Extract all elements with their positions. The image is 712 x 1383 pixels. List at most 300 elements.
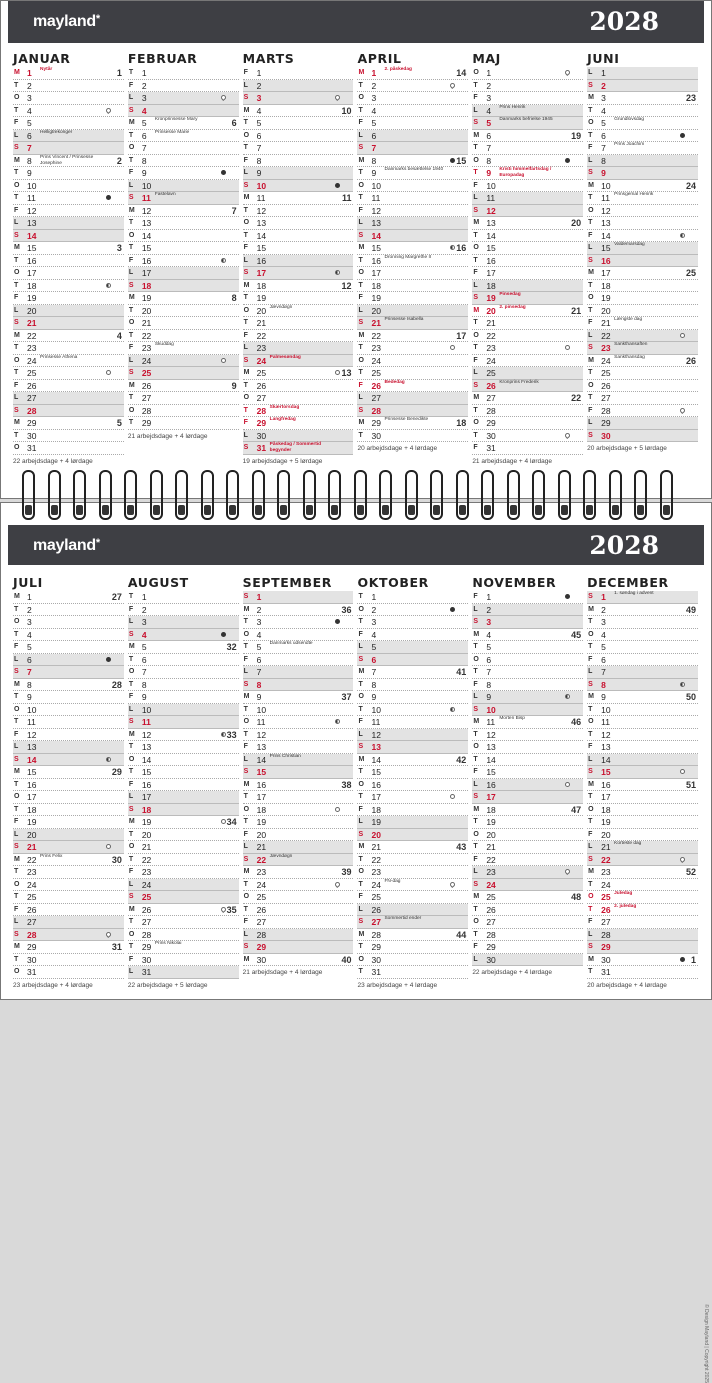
day-row[interactable]: [357, 691, 468, 704]
day-row[interactable]: [13, 941, 124, 954]
day-row[interactable]: [243, 92, 354, 105]
day-row[interactable]: [472, 417, 583, 430]
day-row[interactable]: [472, 367, 583, 380]
day-row[interactable]: [128, 904, 239, 917]
day-row[interactable]: [357, 80, 468, 93]
day-row[interactable]: [243, 305, 354, 318]
day-row[interactable]: [472, 405, 583, 418]
day-row[interactable]: [128, 192, 239, 205]
day-row[interactable]: [13, 180, 124, 193]
day-row[interactable]: [357, 367, 468, 380]
day-row[interactable]: [13, 829, 124, 842]
day-row[interactable]: [587, 666, 698, 679]
day-row[interactable]: [587, 417, 698, 430]
day-row[interactable]: [472, 130, 583, 143]
day-row[interactable]: [587, 916, 698, 929]
day-row[interactable]: [128, 205, 239, 218]
day-row[interactable]: [587, 879, 698, 892]
day-row[interactable]: [357, 666, 468, 679]
day-row[interactable]: [13, 841, 124, 854]
day-row[interactable]: [243, 829, 354, 842]
day-row[interactable]: [357, 854, 468, 867]
day-row[interactable]: [243, 954, 354, 967]
day-row[interactable]: [472, 941, 583, 954]
day-row[interactable]: [243, 641, 354, 654]
day-row[interactable]: [472, 629, 583, 642]
day-row[interactable]: [357, 791, 468, 804]
day-row[interactable]: [128, 305, 239, 318]
day-row[interactable]: [472, 117, 583, 130]
day-row[interactable]: [472, 716, 583, 729]
day-row[interactable]: [587, 966, 698, 979]
day-row[interactable]: [587, 267, 698, 280]
day-row[interactable]: [128, 255, 239, 268]
day-row[interactable]: [128, 966, 239, 979]
day-row[interactable]: [128, 355, 239, 368]
day-row[interactable]: [128, 854, 239, 867]
day-row[interactable]: [587, 292, 698, 305]
day-row[interactable]: [587, 280, 698, 293]
day-row[interactable]: [13, 242, 124, 255]
day-row[interactable]: [587, 105, 698, 118]
day-row[interactable]: [13, 67, 124, 80]
day-row[interactable]: [472, 704, 583, 717]
day-row[interactable]: [13, 929, 124, 942]
day-row[interactable]: [243, 604, 354, 617]
day-row[interactable]: [357, 929, 468, 942]
day-row[interactable]: [472, 205, 583, 218]
day-row[interactable]: [243, 230, 354, 243]
day-row[interactable]: [13, 355, 124, 368]
day-row[interactable]: [587, 330, 698, 343]
day-row[interactable]: [13, 691, 124, 704]
day-row[interactable]: [128, 816, 239, 829]
day-row[interactable]: [587, 604, 698, 617]
day-row[interactable]: [472, 754, 583, 767]
day-row[interactable]: [472, 92, 583, 105]
day-row[interactable]: [128, 330, 239, 343]
day-row[interactable]: [128, 691, 239, 704]
day-row[interactable]: [243, 367, 354, 380]
day-row[interactable]: [243, 417, 354, 430]
day-row[interactable]: [128, 929, 239, 942]
day-row[interactable]: [472, 267, 583, 280]
day-row[interactable]: [587, 954, 698, 967]
day-row[interactable]: [357, 741, 468, 754]
day-row[interactable]: [357, 67, 468, 80]
day-row[interactable]: [13, 891, 124, 904]
day-row[interactable]: [13, 641, 124, 654]
day-row[interactable]: [128, 841, 239, 854]
day-row[interactable]: [128, 779, 239, 792]
day-row[interactable]: [587, 142, 698, 155]
day-row[interactable]: [587, 205, 698, 218]
day-row[interactable]: [472, 355, 583, 368]
day-row[interactable]: [243, 891, 354, 904]
day-row[interactable]: [472, 741, 583, 754]
day-row[interactable]: [128, 405, 239, 418]
day-row[interactable]: [128, 130, 239, 143]
day-row[interactable]: [357, 866, 468, 879]
day-row[interactable]: [243, 105, 354, 118]
day-row[interactable]: [472, 804, 583, 817]
day-row[interactable]: [243, 779, 354, 792]
day-row[interactable]: [128, 280, 239, 293]
day-row[interactable]: [587, 791, 698, 804]
day-row[interactable]: [13, 804, 124, 817]
day-row[interactable]: [357, 330, 468, 343]
day-row[interactable]: [357, 841, 468, 854]
day-row[interactable]: [243, 67, 354, 80]
day-row[interactable]: [357, 966, 468, 979]
day-row[interactable]: [13, 330, 124, 343]
day-row[interactable]: [13, 80, 124, 93]
day-row[interactable]: [243, 117, 354, 130]
day-row[interactable]: [243, 380, 354, 393]
day-row[interactable]: [128, 629, 239, 642]
day-row[interactable]: [13, 866, 124, 879]
day-row[interactable]: [243, 816, 354, 829]
day-row[interactable]: [128, 92, 239, 105]
day-row[interactable]: [128, 679, 239, 692]
day-row[interactable]: [128, 804, 239, 817]
day-row[interactable]: [357, 405, 468, 418]
day-row[interactable]: [243, 192, 354, 205]
day-row[interactable]: [357, 779, 468, 792]
day-row[interactable]: [13, 616, 124, 629]
day-row[interactable]: [243, 766, 354, 779]
day-row[interactable]: [13, 766, 124, 779]
day-row[interactable]: [243, 405, 354, 418]
day-row[interactable]: [13, 267, 124, 280]
day-row[interactable]: [128, 616, 239, 629]
day-row[interactable]: [128, 791, 239, 804]
day-row[interactable]: [472, 255, 583, 268]
day-row[interactable]: [587, 180, 698, 193]
day-row[interactable]: [357, 142, 468, 155]
day-row[interactable]: [128, 242, 239, 255]
day-row[interactable]: [13, 230, 124, 243]
day-row[interactable]: [243, 80, 354, 93]
day-row[interactable]: [472, 891, 583, 904]
day-row[interactable]: [128, 954, 239, 967]
day-row[interactable]: [243, 729, 354, 742]
day-row[interactable]: [357, 754, 468, 767]
day-row[interactable]: [243, 754, 354, 767]
day-row[interactable]: [472, 929, 583, 942]
day-row[interactable]: [472, 342, 583, 355]
day-row[interactable]: [472, 105, 583, 118]
day-row[interactable]: [13, 654, 124, 667]
day-row[interactable]: [357, 180, 468, 193]
day-row[interactable]: [243, 267, 354, 280]
day-row[interactable]: [128, 217, 239, 230]
day-row[interactable]: [243, 280, 354, 293]
day-row[interactable]: [357, 829, 468, 842]
day-row[interactable]: [587, 629, 698, 642]
day-row[interactable]: [472, 591, 583, 604]
day-row[interactable]: [243, 854, 354, 867]
day-row[interactable]: [357, 105, 468, 118]
day-row[interactable]: [243, 205, 354, 218]
day-row[interactable]: [472, 305, 583, 318]
day-row[interactable]: [13, 167, 124, 180]
day-row[interactable]: [128, 180, 239, 193]
day-row[interactable]: [13, 430, 124, 443]
day-row[interactable]: [472, 392, 583, 405]
day-row[interactable]: [587, 230, 698, 243]
day-row[interactable]: [587, 841, 698, 854]
day-row[interactable]: [357, 679, 468, 692]
day-row[interactable]: [587, 80, 698, 93]
day-row[interactable]: [243, 342, 354, 355]
day-row[interactable]: [128, 80, 239, 93]
day-row[interactable]: [13, 954, 124, 967]
day-row[interactable]: [243, 591, 354, 604]
day-row[interactable]: [13, 92, 124, 105]
day-row[interactable]: [357, 217, 468, 230]
day-row[interactable]: [357, 891, 468, 904]
day-row[interactable]: [587, 779, 698, 792]
day-row[interactable]: [587, 405, 698, 418]
day-row[interactable]: [587, 591, 698, 604]
day-row[interactable]: [357, 704, 468, 717]
day-row[interactable]: [13, 904, 124, 917]
day-row[interactable]: [472, 142, 583, 155]
day-row[interactable]: [587, 679, 698, 692]
day-row[interactable]: [13, 679, 124, 692]
day-row[interactable]: [472, 666, 583, 679]
day-row[interactable]: [13, 217, 124, 230]
day-row[interactable]: [357, 804, 468, 817]
day-row[interactable]: [128, 666, 239, 679]
day-row[interactable]: [128, 729, 239, 742]
day-row[interactable]: [243, 704, 354, 717]
day-row[interactable]: [357, 317, 468, 330]
day-row[interactable]: [128, 105, 239, 118]
day-row[interactable]: [13, 305, 124, 318]
day-row[interactable]: [357, 417, 468, 430]
day-row[interactable]: [13, 292, 124, 305]
day-row[interactable]: [472, 380, 583, 393]
day-row[interactable]: [128, 716, 239, 729]
day-row[interactable]: [243, 616, 354, 629]
day-row[interactable]: [357, 355, 468, 368]
day-row[interactable]: [128, 367, 239, 380]
day-row[interactable]: [13, 816, 124, 829]
day-row[interactable]: [587, 342, 698, 355]
day-row[interactable]: [243, 879, 354, 892]
day-row[interactable]: [472, 616, 583, 629]
day-row[interactable]: [357, 616, 468, 629]
day-row[interactable]: [128, 604, 239, 617]
day-row[interactable]: [13, 105, 124, 118]
day-row[interactable]: [472, 180, 583, 193]
day-row[interactable]: [587, 829, 698, 842]
day-row[interactable]: [13, 205, 124, 218]
day-row[interactable]: [128, 117, 239, 130]
day-row[interactable]: [357, 766, 468, 779]
day-row[interactable]: [13, 916, 124, 929]
day-row[interactable]: [128, 916, 239, 929]
day-row[interactable]: [587, 866, 698, 879]
day-row[interactable]: [357, 604, 468, 617]
day-row[interactable]: [472, 155, 583, 168]
day-row[interactable]: [13, 591, 124, 604]
day-row[interactable]: [357, 941, 468, 954]
day-row[interactable]: [357, 380, 468, 393]
day-row[interactable]: [357, 155, 468, 168]
day-row[interactable]: [472, 854, 583, 867]
day-row[interactable]: [587, 891, 698, 904]
day-row[interactable]: [587, 242, 698, 255]
day-row[interactable]: [128, 267, 239, 280]
day-row[interactable]: [128, 292, 239, 305]
day-row[interactable]: [472, 292, 583, 305]
day-row[interactable]: [243, 629, 354, 642]
day-row[interactable]: [587, 192, 698, 205]
day-row[interactable]: [13, 629, 124, 642]
day-row[interactable]: [472, 217, 583, 230]
day-row[interactable]: [128, 754, 239, 767]
day-row[interactable]: [587, 155, 698, 168]
day-row[interactable]: [587, 654, 698, 667]
day-row[interactable]: [587, 641, 698, 654]
day-row[interactable]: [13, 879, 124, 892]
day-row[interactable]: [357, 654, 468, 667]
day-row[interactable]: [243, 654, 354, 667]
day-row[interactable]: [587, 430, 698, 443]
day-row[interactable]: [587, 130, 698, 143]
day-row[interactable]: [243, 330, 354, 343]
day-row[interactable]: [357, 879, 468, 892]
day-row[interactable]: [357, 192, 468, 205]
day-row[interactable]: [128, 392, 239, 405]
day-row[interactable]: [128, 67, 239, 80]
day-row[interactable]: [357, 92, 468, 105]
day-row[interactable]: [587, 92, 698, 105]
day-row[interactable]: [357, 267, 468, 280]
day-row[interactable]: [587, 704, 698, 717]
day-row[interactable]: [128, 342, 239, 355]
day-row[interactable]: [472, 430, 583, 443]
day-row[interactable]: [472, 317, 583, 330]
day-row[interactable]: [472, 779, 583, 792]
day-row[interactable]: [587, 716, 698, 729]
day-row[interactable]: [128, 417, 239, 430]
day-row[interactable]: [243, 804, 354, 817]
day-row[interactable]: [587, 816, 698, 829]
day-row[interactable]: [13, 754, 124, 767]
day-row[interactable]: [587, 854, 698, 867]
day-row[interactable]: [243, 130, 354, 143]
day-row[interactable]: [357, 117, 468, 130]
day-row[interactable]: [357, 230, 468, 243]
day-row[interactable]: [243, 292, 354, 305]
day-row[interactable]: [357, 292, 468, 305]
day-row[interactable]: [243, 392, 354, 405]
day-row[interactable]: [128, 704, 239, 717]
day-row[interactable]: [13, 741, 124, 754]
day-row[interactable]: [357, 392, 468, 405]
day-row[interactable]: [13, 704, 124, 717]
day-row[interactable]: [243, 916, 354, 929]
day-row[interactable]: [243, 929, 354, 942]
day-row[interactable]: [13, 342, 124, 355]
day-row[interactable]: [472, 654, 583, 667]
day-row[interactable]: [472, 816, 583, 829]
day-row[interactable]: [587, 305, 698, 318]
day-row[interactable]: [128, 142, 239, 155]
day-row[interactable]: [357, 916, 468, 929]
day-row[interactable]: [243, 679, 354, 692]
day-row[interactable]: [357, 729, 468, 742]
day-row[interactable]: [243, 355, 354, 368]
day-row[interactable]: [243, 217, 354, 230]
day-row[interactable]: [243, 180, 354, 193]
day-row[interactable]: [243, 142, 354, 155]
day-row[interactable]: [13, 117, 124, 130]
day-row[interactable]: [243, 666, 354, 679]
day-row[interactable]: [243, 866, 354, 879]
day-row[interactable]: [357, 954, 468, 967]
day-row[interactable]: [243, 430, 354, 443]
day-row[interactable]: [13, 155, 124, 168]
day-row[interactable]: [128, 317, 239, 330]
day-row[interactable]: [13, 716, 124, 729]
day-row[interactable]: [128, 591, 239, 604]
day-row[interactable]: [587, 380, 698, 393]
day-row[interactable]: [587, 67, 698, 80]
day-row[interactable]: [587, 729, 698, 742]
day-row[interactable]: [357, 255, 468, 268]
day-row[interactable]: [472, 766, 583, 779]
day-row[interactable]: [587, 929, 698, 942]
day-row[interactable]: [587, 754, 698, 767]
day-row[interactable]: [472, 954, 583, 967]
day-row[interactable]: [587, 117, 698, 130]
day-row[interactable]: [13, 255, 124, 268]
day-row[interactable]: [13, 142, 124, 155]
day-row[interactable]: [128, 654, 239, 667]
day-row[interactable]: [243, 167, 354, 180]
day-row[interactable]: [13, 666, 124, 679]
day-row[interactable]: [587, 255, 698, 268]
day-row[interactable]: [472, 729, 583, 742]
day-row[interactable]: [357, 167, 468, 180]
day-row[interactable]: [13, 604, 124, 617]
day-row[interactable]: [357, 305, 468, 318]
day-row[interactable]: [243, 155, 354, 168]
day-row[interactable]: [13, 854, 124, 867]
day-row[interactable]: [128, 741, 239, 754]
day-row[interactable]: [128, 766, 239, 779]
day-row[interactable]: [243, 716, 354, 729]
day-row[interactable]: [472, 80, 583, 93]
day-row[interactable]: [357, 641, 468, 654]
day-row[interactable]: [243, 442, 354, 455]
day-row[interactable]: [13, 729, 124, 742]
day-row[interactable]: [472, 691, 583, 704]
day-row[interactable]: [243, 941, 354, 954]
day-row[interactable]: [357, 716, 468, 729]
day-row[interactable]: [128, 829, 239, 842]
day-row[interactable]: [587, 217, 698, 230]
day-row[interactable]: [13, 367, 124, 380]
day-row[interactable]: [472, 641, 583, 654]
day-row[interactable]: [13, 192, 124, 205]
day-row[interactable]: [587, 367, 698, 380]
